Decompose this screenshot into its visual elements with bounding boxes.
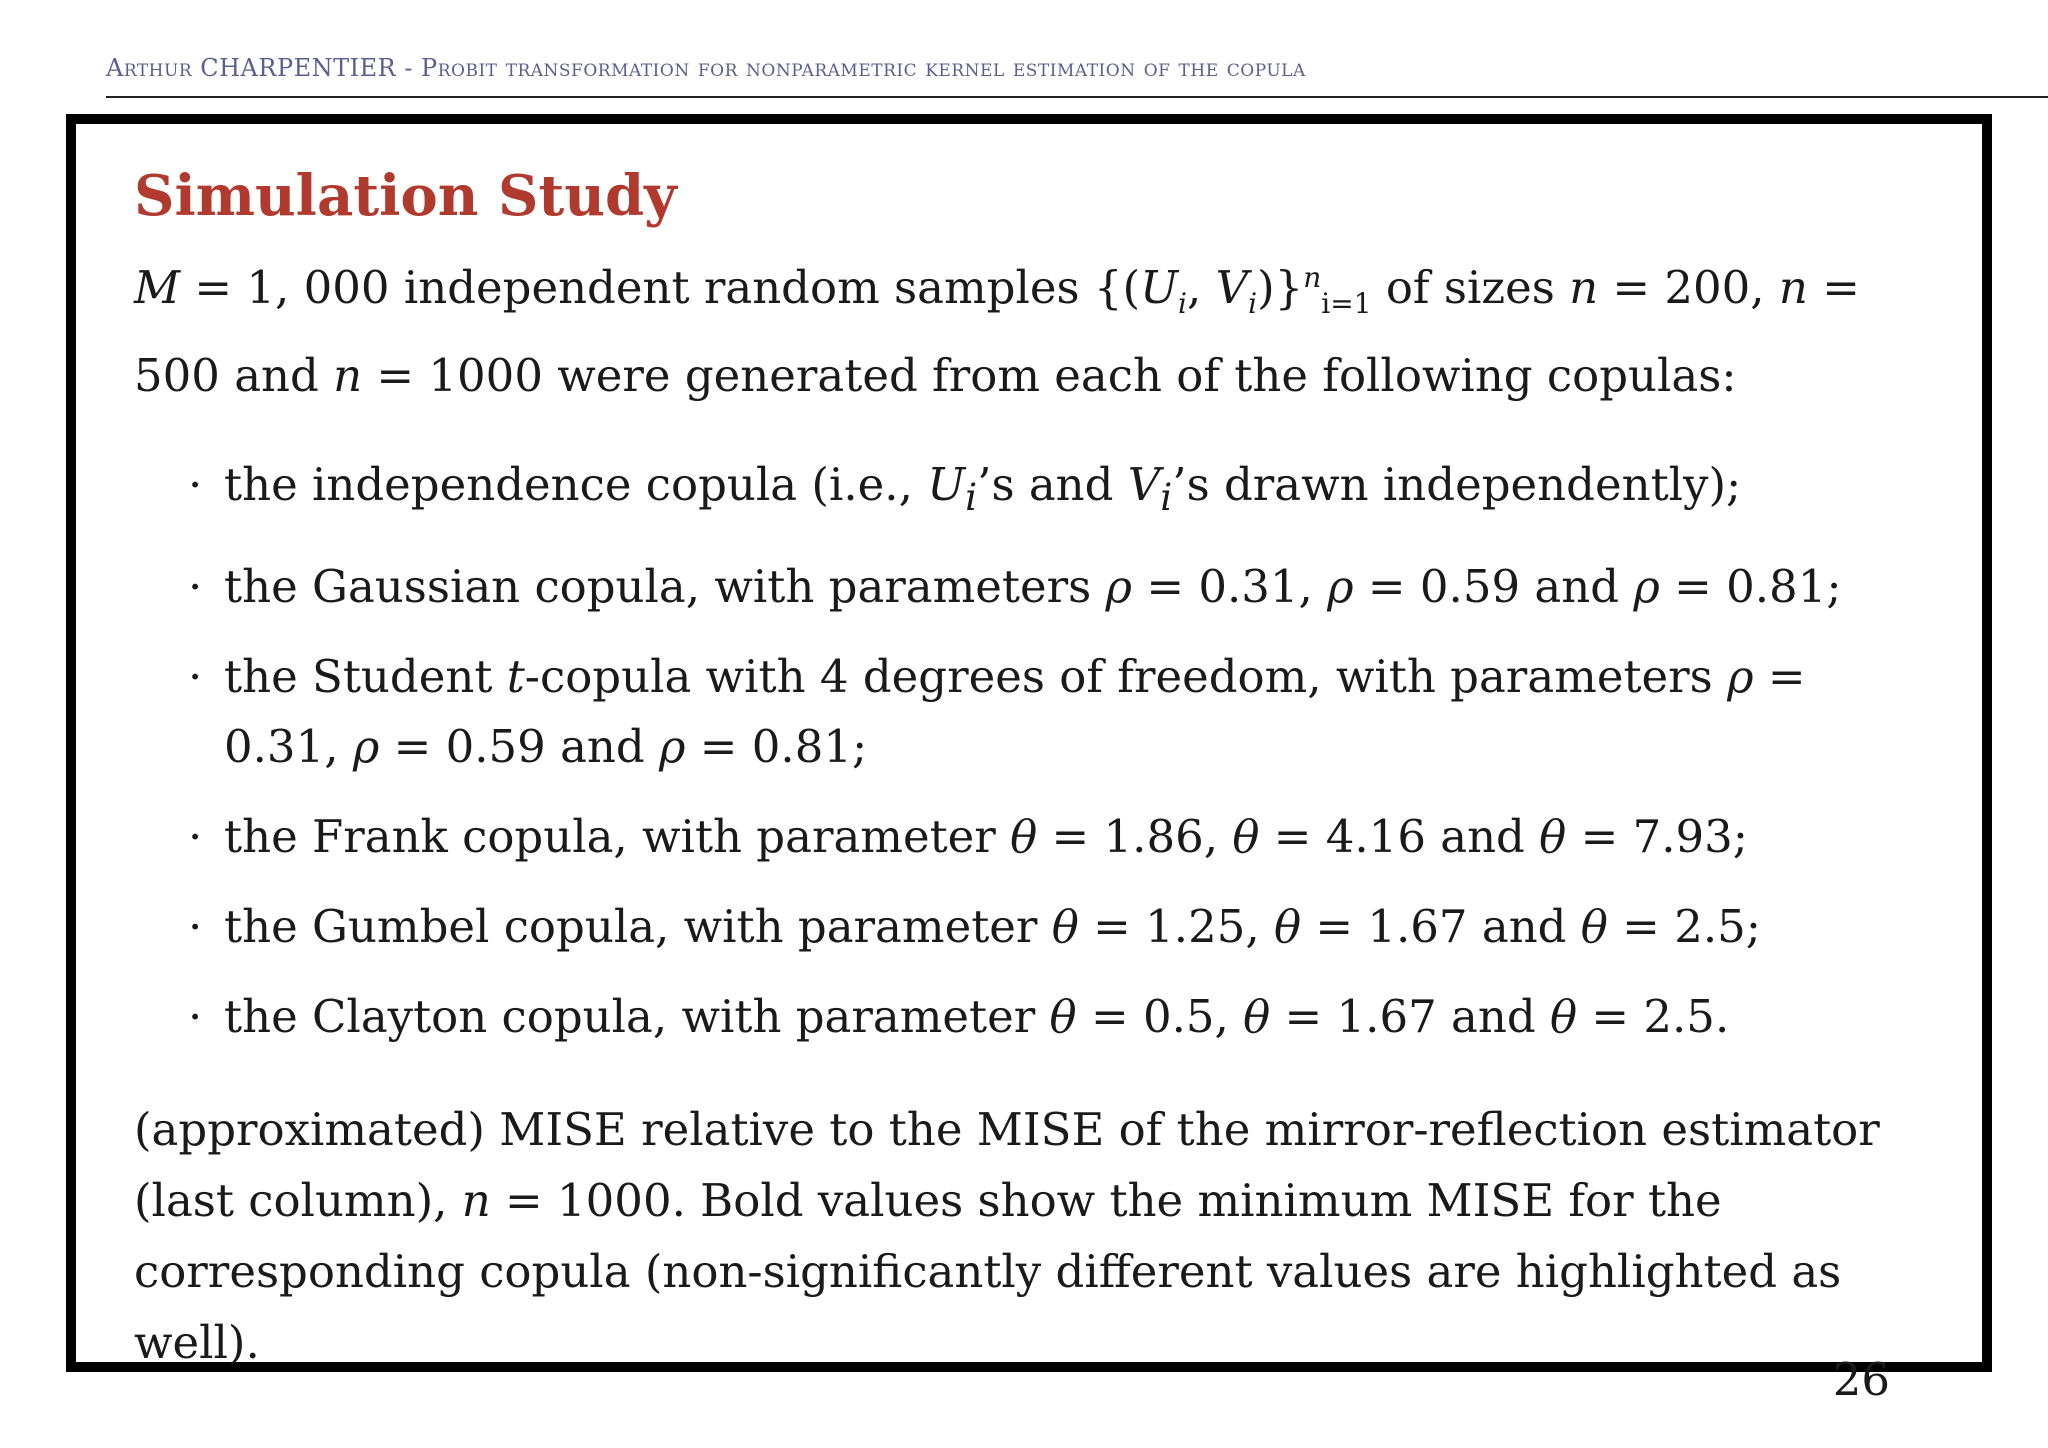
intro-part: i=1 <box>1321 286 1372 320</box>
intro-part: = 1000 were generated from each of the following copulas: <box>362 348 1737 402</box>
item-math: θ <box>1010 809 1038 863</box>
item-text: = 0.59 and <box>379 719 660 773</box>
item-math: θ <box>1580 899 1608 953</box>
item-text: -copula with 4 degrees of freedom, with parameters <box>524 649 1728 703</box>
list-item <box>224 892 1934 962</box>
item-text: = 1.86, <box>1037 809 1233 863</box>
item-math: ρ <box>1727 649 1754 703</box>
intro-part: n <box>1569 260 1599 314</box>
closing-paragraph <box>134 1094 1934 1378</box>
item-math: θ <box>1243 989 1271 1043</box>
intro-part: U <box>1140 260 1179 314</box>
item-text: ’s and <box>977 457 1128 511</box>
item-math: ρ <box>1633 559 1660 613</box>
list-item <box>224 450 1934 532</box>
item-text: the Frank copula, with parameter <box>224 809 1011 863</box>
item-math: θ <box>1273 899 1302 953</box>
intro-part: n <box>333 348 363 402</box>
item-math: t <box>506 649 525 703</box>
closing-math: n <box>461 1173 491 1227</box>
intro-part: , <box>1186 260 1216 314</box>
intro-part: n <box>1303 260 1322 294</box>
intro-part: of sizes <box>1371 260 1570 314</box>
item-math: θ <box>1049 989 1077 1043</box>
item-math: ρ <box>659 719 686 773</box>
item-text: the Gaussian copula, with parameters <box>224 559 1106 613</box>
item-text: = 7.93; <box>1566 809 1748 863</box>
item-text: = 0.81; <box>1659 559 1842 613</box>
header-text: Arthur CHARPENTIER - Probit transformation for nonparametric kernel estimation of the copula <box>106 54 1306 82</box>
item-math: θ <box>1539 809 1567 863</box>
item-text: = 0.31, <box>224 649 1806 773</box>
list-item <box>224 982 1934 1052</box>
intro-part: n <box>1778 260 1808 314</box>
item-math: ρ <box>1327 559 1354 613</box>
intro-part: V <box>1215 260 1249 314</box>
item-text: = 2.5. <box>1577 989 1730 1043</box>
intro-part: = 500 and <box>134 260 1860 402</box>
item-math: θ <box>1051 899 1079 953</box>
intro-part: i <box>1178 286 1187 320</box>
intro-part: = 200, <box>1598 260 1779 314</box>
item-math: i <box>1160 474 1173 519</box>
slide-header <box>106 50 2048 98</box>
item-math: θ <box>1232 809 1260 863</box>
slide-frame <box>66 114 1992 1372</box>
item-math: θ <box>1549 989 1578 1043</box>
list-item <box>224 642 1934 782</box>
copula-list <box>134 450 1934 1052</box>
item-text: = 0.5, <box>1076 989 1244 1043</box>
item-text: = 4.16 and <box>1259 809 1540 863</box>
list-item <box>224 802 1934 872</box>
closing-text: (approximated) MISE relative to the MISE of the mirror-reflection estimator (last column), <box>134 1102 1880 1227</box>
item-text: = 1.67 and <box>1270 989 1550 1043</box>
item-text: = 0.81; <box>685 719 868 773</box>
item-math: ρ <box>1105 559 1133 613</box>
item-text: = 0.31, <box>1132 559 1328 613</box>
item-text: = 2.5; <box>1607 899 1761 953</box>
item-text: ’s drawn independently); <box>1172 457 1742 511</box>
intro-part: i <box>1248 286 1258 320</box>
item-math: i <box>965 474 978 519</box>
list-item <box>224 552 1934 622</box>
intro-part: M <box>134 260 181 314</box>
slide-content <box>134 163 1934 1378</box>
item-text: the independence copula (i.e., <box>224 457 928 511</box>
item-math: ρ <box>352 719 380 773</box>
item-math: U <box>927 457 966 511</box>
item-text: the Clayton copula, with parameter <box>224 989 1050 1043</box>
item-math: V <box>1127 457 1161 511</box>
item-text: the Student <box>224 649 507 703</box>
slide-title: Simulation Study <box>134 163 677 229</box>
item-text: = 1.25, <box>1078 899 1274 953</box>
item-text: = 0.59 and <box>1353 559 1634 613</box>
item-text: = 1.67 and <box>1301 899 1581 953</box>
intro-paragraph <box>134 242 1934 412</box>
item-text: the Gumbel copula, with parameter <box>224 899 1052 953</box>
intro-part: )} <box>1257 260 1304 314</box>
intro-part: = 1, 000 independent random samples {( <box>180 260 1141 314</box>
page-number: 26 <box>1832 1353 1890 1406</box>
closing-text: = 1000. Bold values show the minimum MISE for the corresponding copula (non-significantly different values are highlighted as well). <box>134 1173 1842 1369</box>
